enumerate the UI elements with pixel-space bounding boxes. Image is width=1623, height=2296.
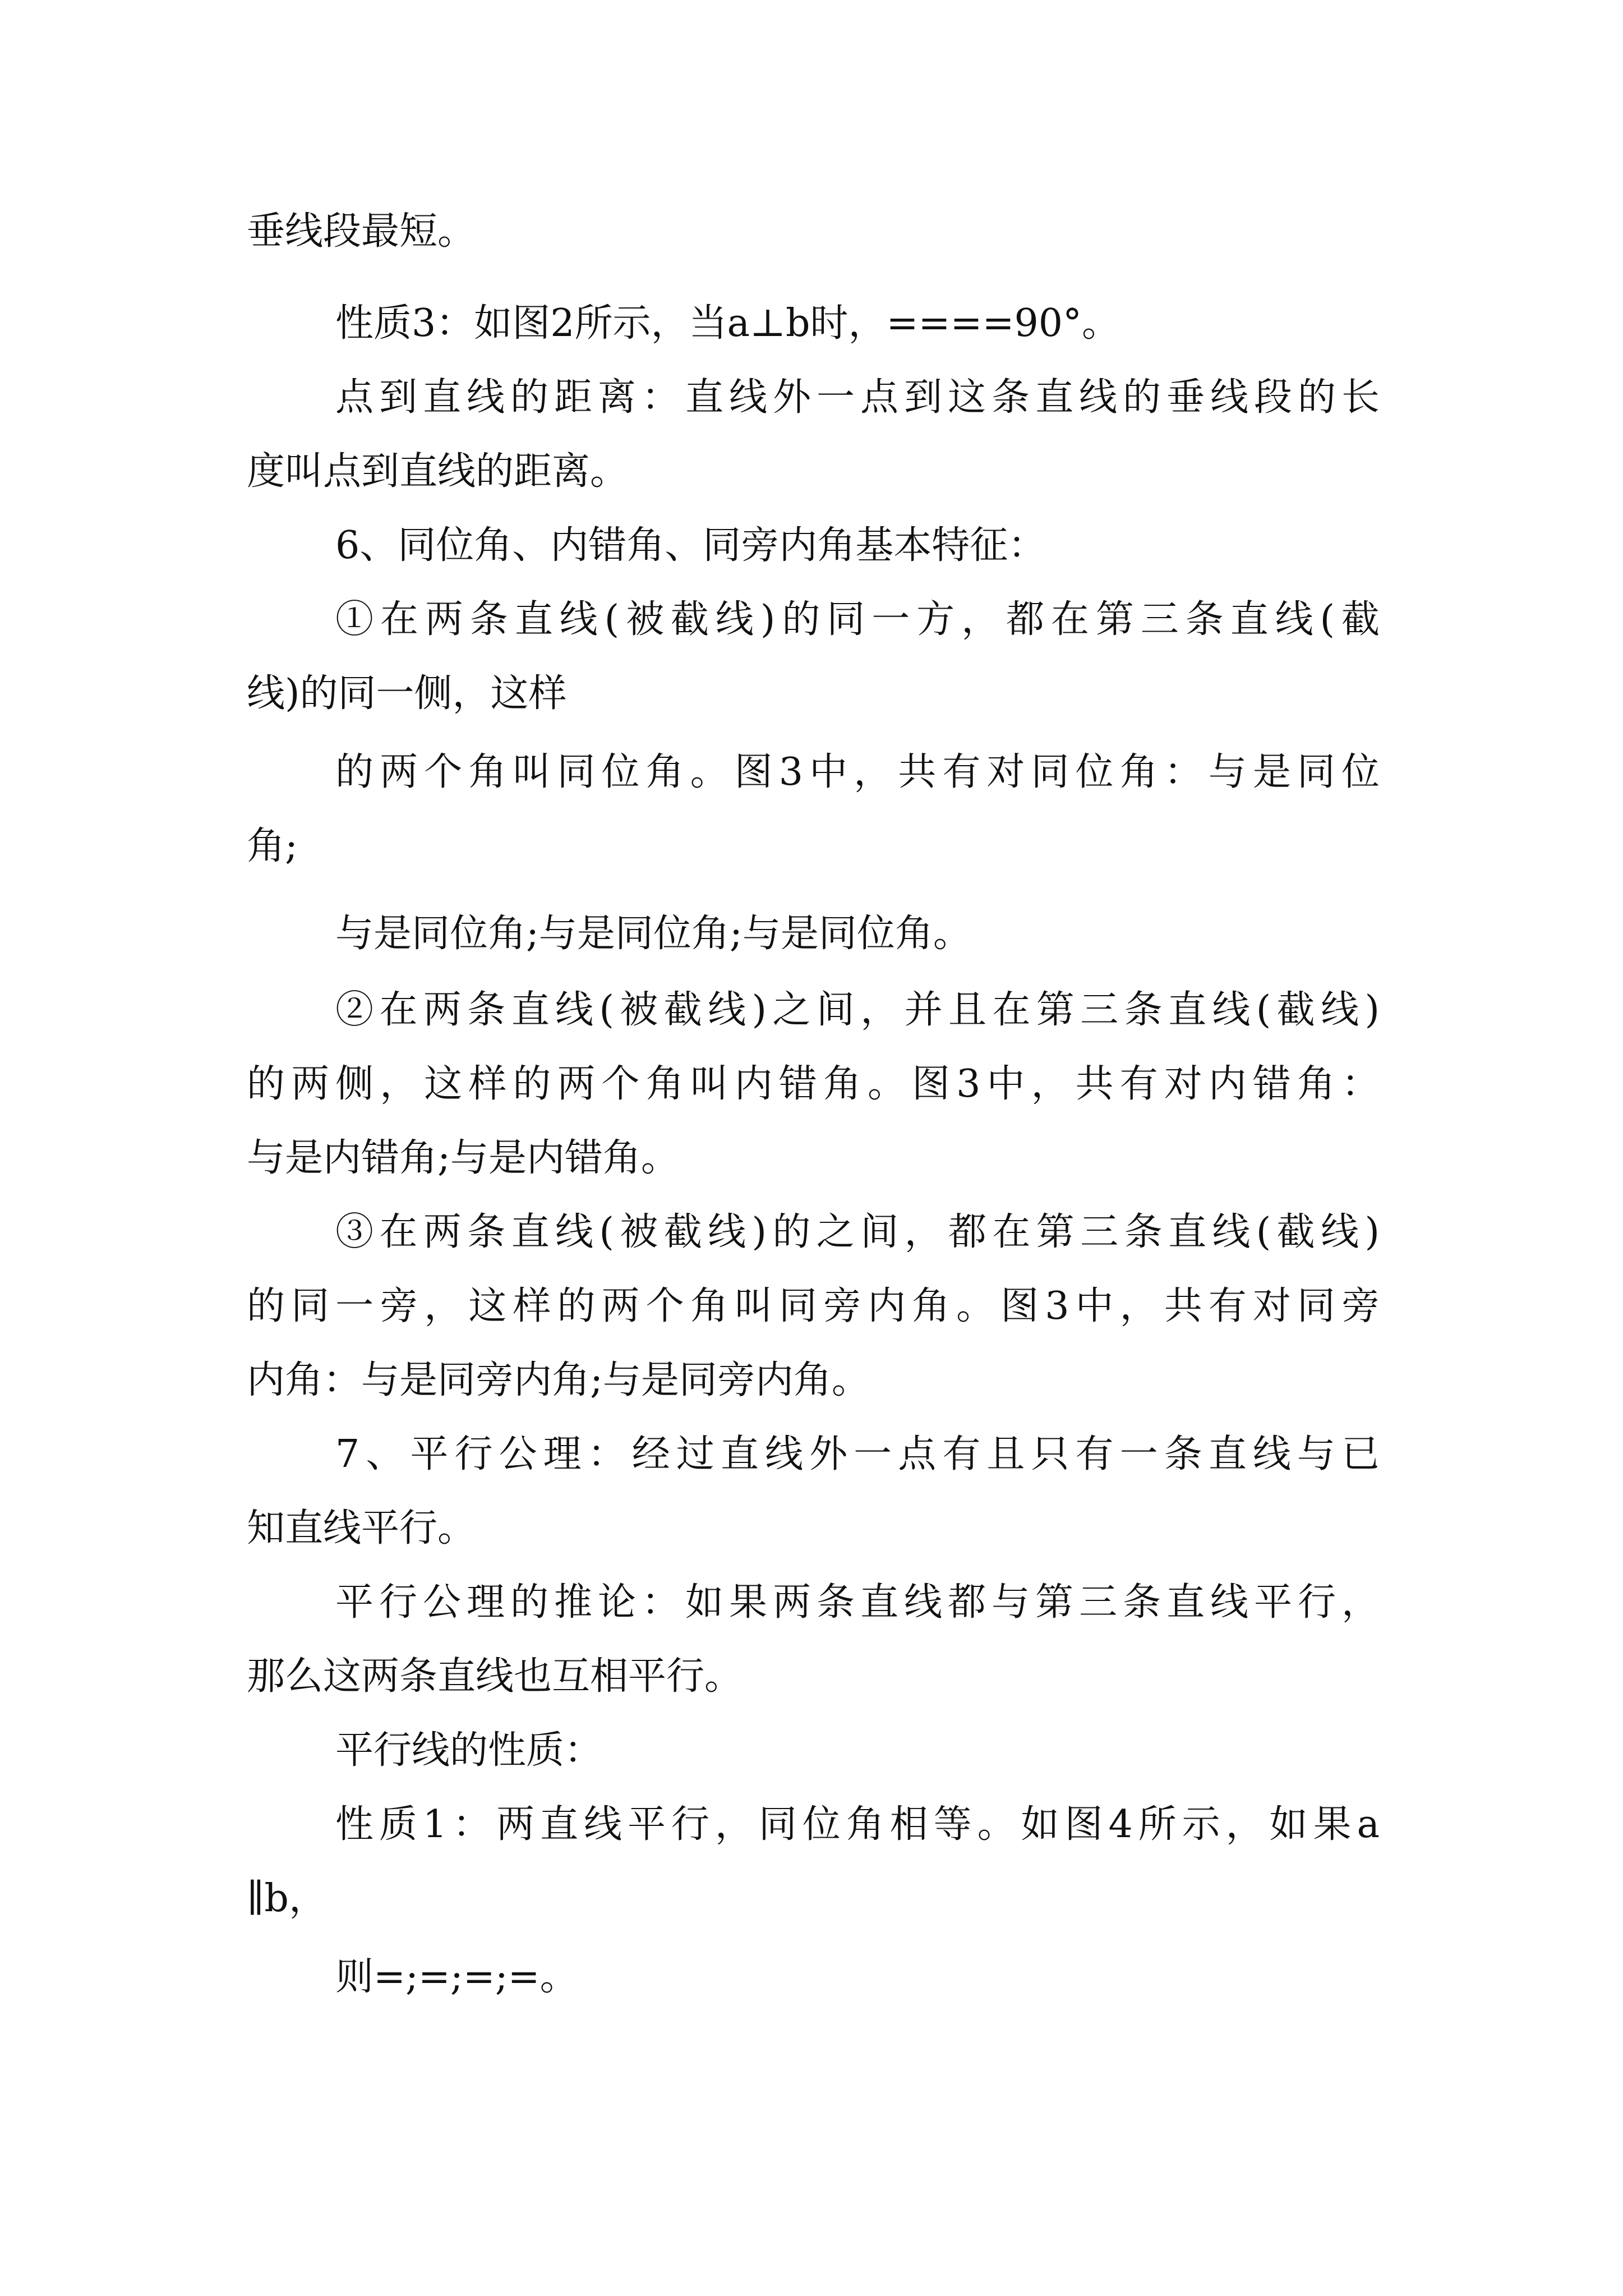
text-line-10: 与是同位角;与是同位角;与是同位角。	[335, 912, 971, 956]
text-line-17: 7、平行公理：经过直线外一点有且只有一条直线与已	[335, 1432, 1380, 1476]
text-line-24: 则=;=;=;=。	[335, 1955, 578, 1999]
text-line-13: 与是内错角;与是内错角。	[247, 1136, 679, 1180]
text-line-5: 6、同位角、内错角、同旁内角基本特征：	[335, 523, 1046, 568]
text-line-21: 平行线的性质：	[335, 1728, 603, 1773]
text-line-15: 的同一旁，这样的两个角叫同旁内角。图3中，共有对同旁	[247, 1284, 1380, 1328]
text-line-3: 点到直线的距离：直线外一点到这条直线的垂线段的长	[335, 375, 1380, 420]
text-line-23: ∥b，	[247, 1876, 327, 1921]
text-line-14: ③在两条直线(被截线)的之间，都在第三条直线(截线)	[335, 1210, 1380, 1254]
text-line-22: 性质1：两直线平行，同位角相等。如图4所示，如果a	[335, 1802, 1380, 1847]
text-line-19: 平行公理的推论：如果两条直线都与第三条直线平行，	[335, 1580, 1380, 1625]
text-line-9: 角;	[247, 824, 298, 868]
text-line-11: ②在两条直线(被截线)之间，并且在第三条直线(截线)	[335, 988, 1380, 1032]
text-line-1: 垂线段最短。	[247, 209, 476, 254]
text-line-18: 知直线平行。	[247, 1506, 476, 1550]
text-line-2: 性质3：如图2所示，当a⊥b时，====90°。	[335, 301, 1120, 346]
text-line-16: 内角：与是同旁内角;与是同旁内角。	[247, 1358, 870, 1402]
text-line-20: 那么这两条直线也互相平行。	[247, 1654, 743, 1699]
text-line-8: 的两个角叫同位角。图3中，共有对同位角：与是同位	[335, 750, 1380, 794]
text-line-6: ①在两条直线(被截线)的同一方，都在第三条直线(截	[335, 597, 1380, 642]
text-line-12: 的两侧，这样的两个角叫内错角。图3中，共有对内错角：	[247, 1062, 1380, 1106]
text-line-7: 线)的同一侧，这样	[247, 671, 567, 716]
text-line-4: 度叫点到直线的距离。	[247, 449, 629, 494]
